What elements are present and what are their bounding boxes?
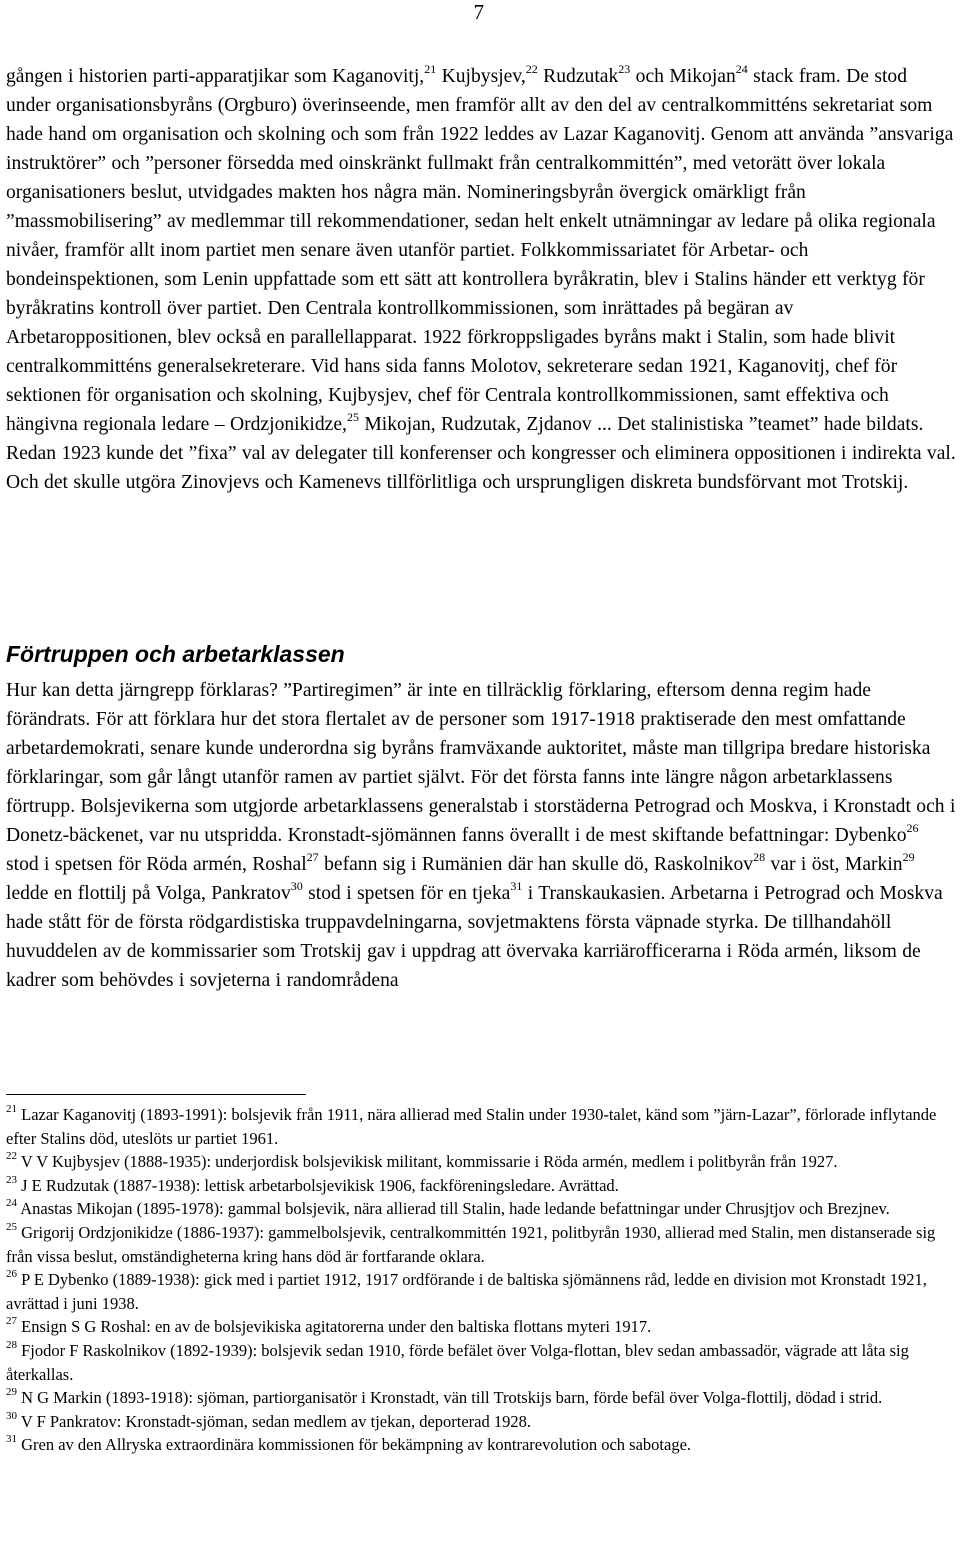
footnote-text: Grigorij Ordzjonikidze (1886-1937): gammelbolsjevik, centralkommittén 1921, politbyrån 1930, allierad med Stalin, men distanserade sig från vissa beslut, omständigheterna kring hans död är fortfarande oklara. (6, 1222, 936, 1266)
footnote-ref-30[interactable]: 30 (290, 879, 303, 893)
footnote-30 (6, 1410, 956, 1434)
footnote-number: 25 (6, 1220, 17, 1233)
footnote-text: Lazar Kaganovitj (1893-1991): bolsjevik från 1911, nära allierad med Stalin under 1930-talet, känd som ”järn-Lazar”, förlorade inflytande efter Stalins död, uteslöts ur partiet 1961. (6, 1105, 937, 1148)
footnote-text: Anastas Mikojan (1895-1978): gammal bolsjevik, nära allierad till Stalin, hade ledande befattningar under Chrusjtjov och Brezjnev. (17, 1199, 890, 1219)
text-run: stod i spetsen för Röda armén, Roshal (6, 854, 307, 875)
text-run: gången i historien parti-apparatjikar som Kaganovitj, (6, 66, 425, 87)
footnote-28 (6, 1339, 956, 1386)
text-run: befann sig i Rumänien där han skulle dö, Raskolnikov (318, 854, 754, 875)
footnote-ref-21[interactable]: 21 (424, 62, 437, 76)
footnote-23 (6, 1174, 956, 1198)
footnote-25 (6, 1221, 956, 1268)
footnote-text: Ensign S G Roshal: en av de bolsjevikiska agitatorerna under den baltiska flottans myteri 1917. (17, 1317, 652, 1337)
section-heading: Förtruppen och arbetarklassen (6, 641, 345, 667)
text-run: Hur kan detta järngrepp förklaras? ”Partiregimen” är inte en tillräcklig förklaring, eftersom denna regim hade förändrats. För att förklara hur det stora flertalet av de personer som 1917-1918 praktiserade den mest omfattande arbetardemokrati, senare kunde underordna sig byråns framväxande auktoritet, måste man tillgripa bredare historiska förklaringar, som går långt utanför ramen av partiet självt. För det första fanns inte längre någon arbetarklassens förtrupp. Bolsjevikerna som utgjorde arbetarklassens generalstab i storstäderna Petrograd och Moskva, i Kronstadt och i Donetz-bäckenet, var nu utspridda. Kronstadt-sjömännen fanns överallt i de mest skiftande befattningar: Dybenko (6, 680, 956, 846)
footnote-31 (6, 1433, 956, 1457)
body-text-lower (6, 676, 956, 995)
footnote-number: 26 (6, 1268, 17, 1281)
footnotes (6, 1103, 956, 1457)
footnote-ref-25[interactable]: 25 (346, 410, 359, 424)
footnote-number: 27 (6, 1315, 17, 1328)
text-run: Mikojan, Rudzutak, Zjdanov ... Det stalinistiska ”teamet” hade bildats. Redan 1923 kunde det ”fixa” val av delegater till konferenser och kongresser och eliminera oppositionen i indirekta val. Och det skulle utgöra Zinovjevs och Kamenevs tillförlitliga och ursprungligen diskreta bundsförvant mot Trotskij. (6, 414, 956, 493)
page-number: 7 (473, 0, 484, 24)
text-run: i Transkaukasien. Arbetarna i Petrograd och Moskva hade stått för de första rödgardistiska truppavdelningarna, sovjetmaktens första väpnade styrka. De tillhandahöll huvuddelen av de kommissarier som Trotskij gav i uppdrag att övervaka karriärofficerarna i Röda armén, liksom de kadrer som behövdes i sovjeterna i randområdena (6, 883, 943, 991)
body-text-upper (6, 62, 956, 497)
footnote-separator (6, 1094, 306, 1095)
text-run: Rudzutak (537, 66, 619, 87)
footnote-text: Fjodor F Raskolnikov (1892-1939): bolsjevik sedan 1910, förde befälet över Volga-flottan, blev sedan ambassadör, vägrade att låta sig återkallas. (6, 1340, 909, 1384)
footnote-ref-23[interactable]: 23 (618, 62, 631, 76)
footnote-text: P E Dybenko (1889-1938): gick med i partiet 1912, 1917 ordförande i de baltiska sjömännens råd, ledde en division mot Kronstadt 1921, avrättad i juni 1938. (6, 1270, 927, 1313)
paragraph-2 (6, 676, 956, 995)
footnote-text: Gren av den Allryska extraordinära kommissionen för bekämpning av kontrarevolution och sabotage. (17, 1435, 692, 1455)
footnote-24 (6, 1197, 956, 1221)
text-run: och Mikojan (630, 66, 736, 87)
footnote-ref-31[interactable]: 31 (510, 879, 523, 893)
footnote-26 (6, 1268, 956, 1315)
footnote-ref-28[interactable]: 28 (753, 850, 766, 864)
footnote-text: V F Pankratov: Kronstadt-sjöman, sedan medlem av tjekan, deporterad 1928. (17, 1411, 531, 1431)
text-run: var i öst, Markin (765, 854, 903, 875)
footnote-number: 28 (6, 1338, 17, 1351)
footnote-ref-26[interactable]: 26 (906, 821, 919, 835)
footnote-number: 29 (6, 1386, 17, 1399)
paragraph-1 (6, 62, 956, 497)
footnote-number: 21 (6, 1103, 17, 1115)
text-run: ledde en flottilj på Volga, Pankratov (6, 883, 291, 904)
footnote-ref-24[interactable]: 24 (735, 62, 748, 76)
footnote-21 (6, 1103, 956, 1150)
footnote-number: 22 (6, 1150, 17, 1163)
footnote-number: 23 (6, 1173, 17, 1186)
footnote-number: 24 (6, 1197, 17, 1210)
footnote-number: 31 (6, 1433, 17, 1446)
footnote-27 (6, 1315, 956, 1339)
text-run: Kujbysjev, (436, 66, 526, 87)
text-run: stod i spetsen för en tjeka (302, 883, 511, 904)
footnote-29 (6, 1386, 956, 1410)
footnote-ref-22[interactable]: 22 (525, 62, 538, 76)
text-run: stack fram. De stod under organisationsbyråns (Orgburo) överinseende, men framför allt av den del av centralkommitténs sekretariat som hade hand om organisation och skolning och som från 1922 leddes av Lazar Kaganovitj. Genom att använda ”ansvariga instruktörer” och ”personer försedda med oinskränkt fullmakt från centralkommittén”, med vetorätt över lokala organisationers beslut, utvidgades makten hos några män. Nomineringsbyrån övergick omärkligt från ”massmobilisering” av medlemmar till rekommendationer, sedan helt enkelt utnämningar av ledare på olika regionala nivåer, framför allt inom partiet men senare även utanför partiet. Folkkommissariatet för Arbetar- och bondeinspektionen, som Lenin uppfattade som ett sätt att kontrollera byråkratin, blev i Stalins händer ett verktyg för byråkratins kontroll över partiet. Den Centrala kontrollkommissionen, som inrättades på begäran av Arbetaroppositionen, blev också en parallellapparat. 1922 förkroppsligades byråns makt i Stalin, som hade blivit centralkommitténs generalsekreterare. Vid hans sida fanns Molotov, sekreterare sedan 1921, Kaganovitj, chef för sektionen för organisation och skolning, Kujbysjev, chef för Centrala kontrollkommissionen, samt effektiva och hängivna regionala ledare – Ordzjonikidze, (6, 66, 954, 435)
footnote-ref-29[interactable]: 29 (902, 850, 915, 864)
footnote-text: N G Markin (1893-1918): sjöman, partiorganisatör i Kronstadt, vän till Trotskijs barn, förde befäl över Volga-flottilj, dödad i strid. (17, 1388, 883, 1408)
footnote-ref-27[interactable]: 27 (306, 850, 319, 864)
footnote-22 (6, 1150, 956, 1174)
footnote-text: V V Kujbysjev (1888-1935): underjordisk bolsjevikisk militant, kommissarie i Röda armén, medlem i politbyrån från 1927. (17, 1152, 838, 1172)
footnote-text: J E Rudzutak (1887-1938): lettisk arbetarbolsjevikisk 1906, fackföreningsledare. Avrättad. (17, 1175, 619, 1195)
footnote-number: 30 (6, 1409, 17, 1422)
